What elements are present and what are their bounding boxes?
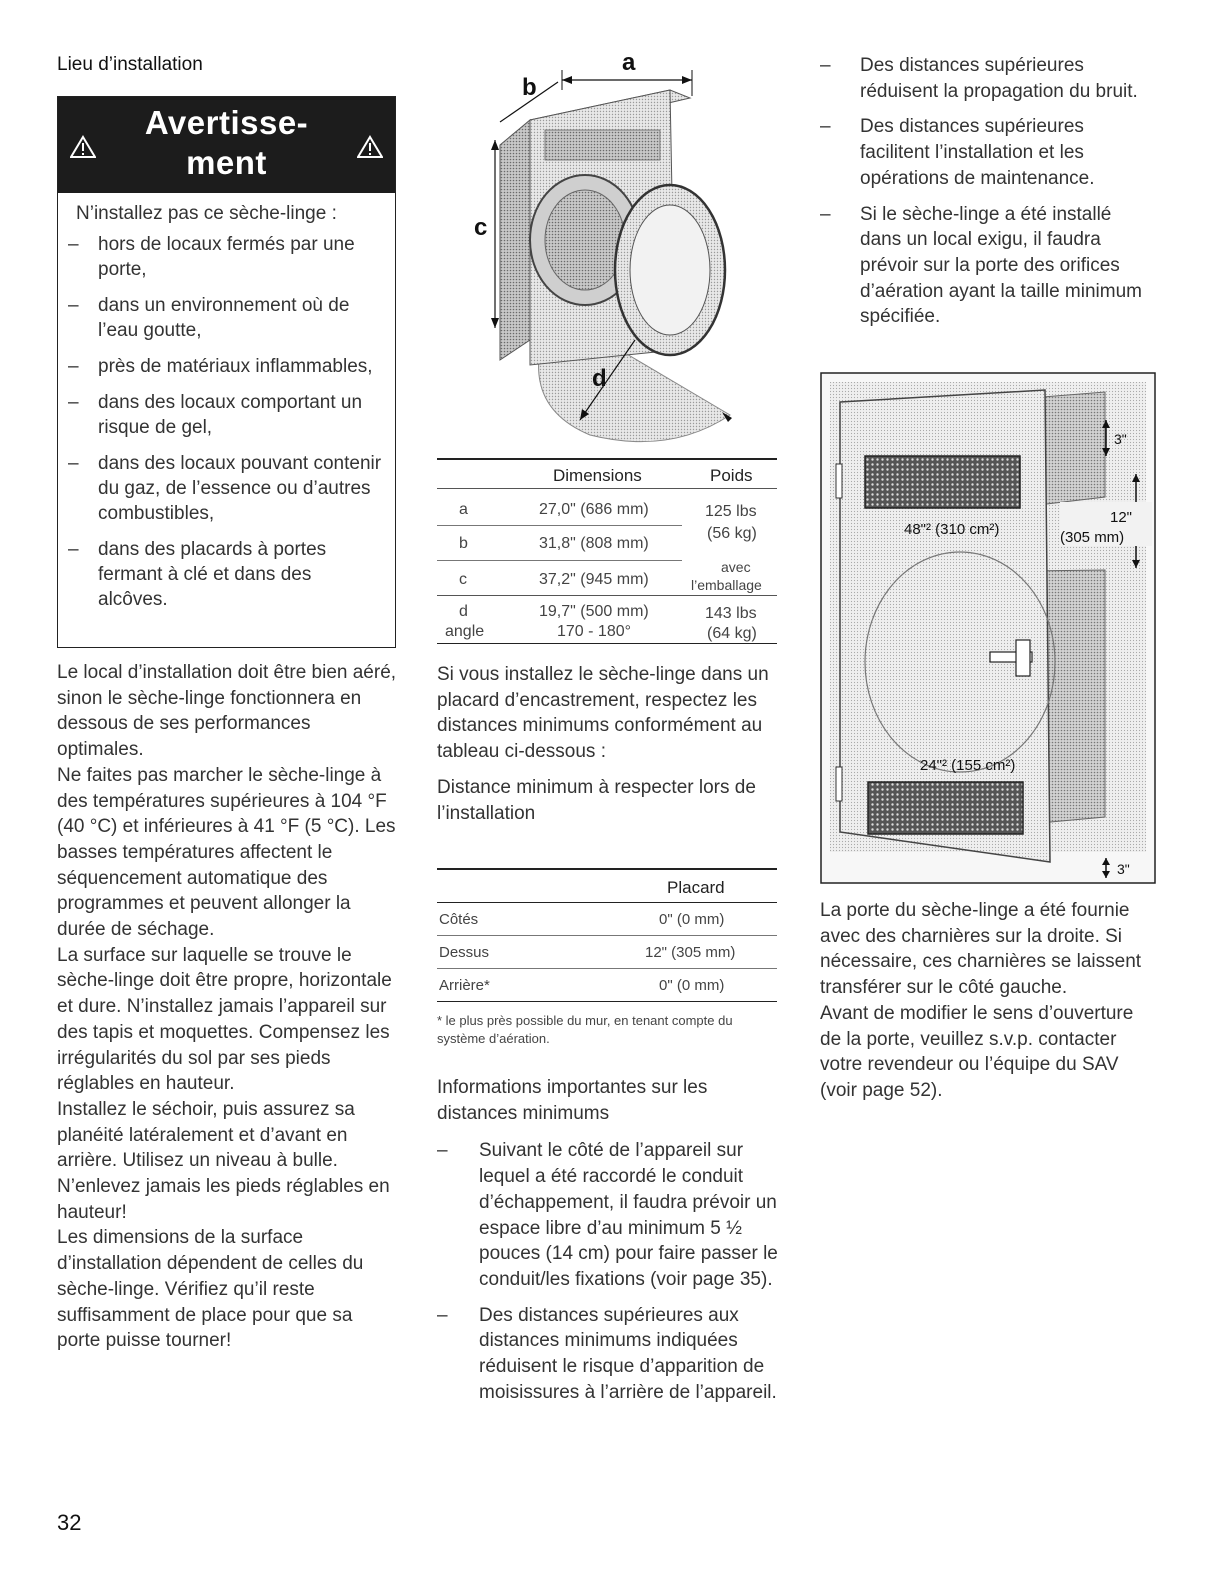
header-placard: Placard xyxy=(667,877,725,897)
label-b: b xyxy=(522,74,537,101)
table-row-label: Dessus xyxy=(439,943,490,961)
warning-list xyxy=(68,232,385,612)
closet-ventilation-figure xyxy=(820,372,1156,884)
paragraph: Les dimensions de la surface d’installation dépendent de celles du sèche-linge. Vérifiez qu’il reste suffisamment de place pour que sa porte puisse tourner! xyxy=(57,1227,364,1352)
table-row-value: 0" (0 mm) xyxy=(659,910,725,928)
table-row-key: c xyxy=(459,570,467,588)
column-1-text xyxy=(57,660,397,1354)
list-item: – Si le sèche-linge a été installé dans un local exigu, il faudra prévoir sur la porte des orifices d’aération ayant la taille minimum spécifiée. xyxy=(820,202,1150,331)
list-item: – Des distances supérieures aux distances minimums indiquées réduisent le risque d’apparition de moisissures à l’arrière de l’appareil. xyxy=(437,1303,779,1406)
list-item: – Des distances supérieures facilitent l’installation et les opérations de maintenance. xyxy=(820,114,1150,191)
list-item: – dans des locaux comportant un risque de gel, xyxy=(68,390,385,440)
dimensions-table xyxy=(437,458,777,644)
side-gap-mm-label: (305 mm) xyxy=(1060,529,1125,546)
table-row-value: 37,2" (945 mm) xyxy=(539,570,649,588)
weight-lbs: 143 lbs xyxy=(705,604,757,622)
lower-vent-label: 24"² (155 cm²) xyxy=(920,757,1016,774)
weight-kg: (64 kg) xyxy=(707,624,757,642)
page-number: 32 xyxy=(57,1510,82,1535)
table-row-value: 27,0" (686 mm) xyxy=(539,500,649,518)
info-list xyxy=(437,1138,779,1405)
column-2-info xyxy=(437,1075,779,1415)
header-dimensions: Dimensions xyxy=(553,465,642,485)
paragraph: Ne faites pas marcher le sèche-linge à des températures supérieures à 104 °F (40 °C) et inférieures à 41 °F (5 °C). Les basses températures affectent le séquencement automatique des programmes et peuvent allonger la durée de séchage. xyxy=(57,764,396,941)
header-weight: Poids xyxy=(710,465,753,485)
label-d: d xyxy=(592,365,607,392)
warning-header xyxy=(58,97,395,193)
warning-title: Avertisse- ment xyxy=(144,104,309,181)
table-row-label: Arrière* xyxy=(439,976,490,994)
table-row-value: 19,7" (500 mm) xyxy=(539,602,649,620)
dryer-dimensions-figure xyxy=(470,50,770,450)
paragraph: Avant de modifier le sens d’ouverture de la porte, veuillez s.v.p. contacter votre revendeur ou l’équipe du SAV (voir page 52). xyxy=(820,1002,1134,1101)
list-item: – Suivant le côté de l’appareil sur lequel a été raccordé le conduit d’échappement, il faudra prévoir un espace libre d’au minimum 5 ½ pouces (14 cm) pour faire passer le conduit/les fixations (voir page 35). xyxy=(437,1138,779,1292)
section-title: Lieu d’installation xyxy=(57,54,203,75)
table-row-value: 12" (305 mm) xyxy=(645,943,736,961)
warning-triangle-icon xyxy=(357,135,383,159)
list-item: – près de matériaux inflammables, xyxy=(68,354,385,379)
top-gap-label: 3" xyxy=(1114,431,1127,447)
weight-note: l’emballage xyxy=(691,576,762,593)
warning-intro: N’installez pas ce sèche-linge : xyxy=(76,203,337,224)
paragraph: Si vous installez le sèche-linge dans un placard d’encastrement, respectez les distances minimums conformément au tableau ci-dessous : xyxy=(437,664,769,763)
column-3-text xyxy=(820,898,1155,1104)
table-row-label: Côtés xyxy=(439,910,479,928)
table-row-key: a xyxy=(459,500,468,518)
weight-lbs: 125 lbs xyxy=(705,502,757,520)
footnote: * le plus près possible du mur, en tenant compte du système d’aération. xyxy=(437,1012,733,1046)
list-item: – dans un environnement où de l’eau goutte, xyxy=(68,293,385,343)
label-a: a xyxy=(622,50,636,76)
placard-table xyxy=(437,868,777,1048)
column-2-text xyxy=(437,662,779,826)
column-3-list xyxy=(820,53,1150,340)
list-item: – dans des placards à portes fermant à clé et dans des alcôves. xyxy=(68,537,385,612)
paragraph: Installez le séchoir, puis assurez sa planéité latéralement et d’avant en arrière. Utilisez un niveau à bulle. N’enlevez jamais les pieds réglables en hauteur! xyxy=(57,1098,390,1223)
side-gap-label: 12" xyxy=(1110,509,1133,526)
paragraph: Le local d’installation doit être bien aéré, sinon le sèche-linge fonctionnera en dessous de ses performances optimales. xyxy=(57,662,397,761)
table-row-key: angle xyxy=(445,622,485,640)
weight-note: avec xyxy=(721,558,751,575)
paragraph: Distance minimum à respecter lors de l’installation xyxy=(437,776,756,824)
paragraph: La surface sur laquelle se trouve le sèche-linge doit être propre, horizontale et dure. N’installez jamais l’appareil sur des tapis et moquettes. Compensez les irrégularités du sol par ses pieds réglables en hauteur. xyxy=(57,944,392,1095)
list-item: – hors de locaux fermés par une porte, xyxy=(68,232,385,282)
bottom-gap-label: 3" xyxy=(1117,861,1130,877)
upper-vent-label: 48"² (310 cm²) xyxy=(904,521,1000,538)
weight-kg: (56 kg) xyxy=(707,524,757,542)
table-row-value: 170 - 180° xyxy=(557,622,632,640)
info-title: Informations importantes sur les distances minimums xyxy=(437,1077,708,1124)
table-row-key: b xyxy=(459,534,468,552)
label-c: c xyxy=(474,214,488,241)
warning-box xyxy=(57,96,396,648)
list-item: – Des distances supérieures réduisent la propagation du bruit. xyxy=(820,53,1150,104)
table-row-value: 31,8" (808 mm) xyxy=(539,534,649,552)
table-row-key: d xyxy=(459,602,468,620)
list-item: – dans des locaux pouvant contenir du gaz, de l’essence ou d’autres combustibles, xyxy=(68,451,385,526)
paragraph: La porte du sèche-linge a été fournie avec des charnières sur la droite. Si nécessaire, ces charnières se laissent transférer sur le côté gauche. xyxy=(820,900,1142,999)
table-row-value: 0" (0 mm) xyxy=(659,976,725,994)
